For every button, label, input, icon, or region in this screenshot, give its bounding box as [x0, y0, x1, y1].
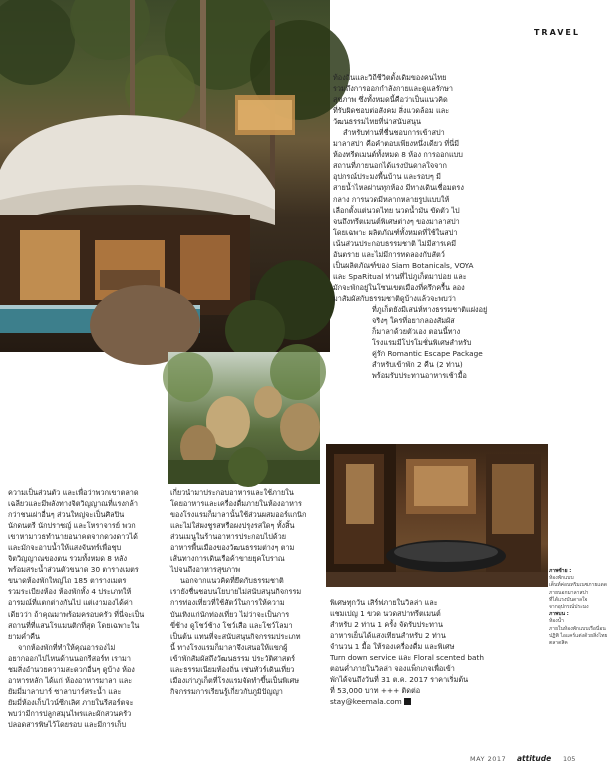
text-line: Turn down service และ Floral scented bath — [330, 653, 484, 663]
text-line: ขนาดห้องพักใหญ่ไถ 185 ตารางเมตร — [8, 576, 127, 586]
article-column-top-continued — [372, 304, 528, 381]
text-line: อาหารพื้นเมืองของวัฒนธรรมต่างๆ ตาม — [170, 543, 295, 553]
text-line: กลาง การนวดมีหลากหลายรูปแบบให้ — [333, 194, 450, 204]
text-line: และไม่ใส่ผงชูรสหรือผงปรุงรสใดๆ ทั้งสิ้น — [170, 521, 295, 531]
text-line: ที่ภูเก็ตยังมีเสน่ห์ทางธรรมชาติแฝงอยู่ — [372, 305, 488, 314]
text-line: ท้องถิ่นและวิถีชีวิตดั้งเดิมของคนไทย — [333, 73, 447, 82]
text-line: ยัมมี่มาลาบาร์ ซาลาบาร์สระน้ำ และ — [8, 686, 122, 696]
text-line: นี้ ทางโรงแรมก็มาลาจึงเสนอให้แขกผู้ — [170, 642, 288, 652]
text-line: ยามค่ำคืน — [8, 631, 41, 641]
huts-illustration — [168, 352, 320, 484]
text-line: อารมณ์ที่แตกต่างกันไป แต่เงามองได้ค่า — [8, 598, 133, 608]
caption-line: ที่ได้แรงบันดาลใจ — [549, 596, 588, 603]
text-line: ตอนค่ำภายในวิลล่า จองแพ็กเกจเพื่อเข้า — [330, 664, 455, 674]
text-line: สายน้ำไหลผ่านทุกห้อง มีทางเดินเชื่อมตรง — [333, 183, 464, 193]
text-line: บันเทิงแก่นักท่องเที่ยว ไม่ว่าจะเป็นการ — [170, 609, 290, 619]
text-line: อันตราย และไม่มีการทดลองกับสัตว์ — [333, 249, 445, 259]
text-line: เฉลียวและมีพลังทางจิตวิญญาณที่แรงกล้า — [8, 499, 138, 509]
text-line: สำหรับท่านที่ชื่นชอบการเข้าสปา — [343, 128, 445, 138]
text-line: โดยอาหารและเครื่องดื่มภายในห้องอาหาร — [170, 499, 302, 509]
text-line: ส่วนเมนูในร้านอาหารประกอบไปด้วย — [170, 532, 287, 542]
bathroom-illustration — [326, 444, 548, 587]
text-line: จิตวิญญาณของตน รวมทั้งหมด 8 หลัง — [8, 554, 128, 564]
text-line: ปลอดสารพิษไว้โดยรอบ และมีการเก็บ — [8, 719, 127, 729]
text-line: พักได้จนถึงวันที่ 31 ต.ค. 2017 ราคาเริ่มต้น — [330, 675, 469, 685]
caption-label-left: ภาพซ้าย : — [549, 568, 572, 574]
text-line: เข้าพักสัมผัสถึงวัฒนธรรม ประวัติศาสตร์ — [170, 653, 296, 663]
page-number: 105 — [563, 755, 576, 763]
text-line: จำนวน 1 มื้อ ให้รองเครื่องดื่ม และพิเศษ — [330, 642, 455, 652]
villa-illustration — [0, 0, 330, 352]
text-line: มาสัมผัสกับธรรมชาติดูบ้างแล้วจะพบว่า — [333, 293, 456, 303]
text-line: พร้อมสระน้ำส่วนตัวขนาด 30 ตารางเมตร — [8, 565, 139, 575]
text-line: เป็นต้น แทนที่จะสนับสนุนกิจกรรมประเภท — [170, 631, 301, 641]
issue-date: MAY 2017 — [470, 755, 507, 763]
text-line: สำหรับเข้าพัก 2 คืน (2 ท่าน) — [372, 360, 463, 370]
text-line: ของโรงแรมก็มาลานั้นใช้ส่วนผสมออร์แกนิก — [170, 510, 307, 520]
text-line: สถานที่ที่แสนโรแมนติกที่สุด โดยเฉพาะใน — [8, 620, 140, 630]
article-column-top — [333, 72, 528, 304]
text-line: คู่รัก Romantic Escape Package — [372, 349, 483, 359]
text-line: โรงแรมมีโปรโมชั่นพิเศษสำหรับ — [372, 338, 472, 348]
caption-label-top: ภาพบน : — [549, 611, 569, 618]
caption-line: ปฏิพิ ไอแคร์แต่งด้วยสิ่งไทย — [549, 632, 607, 639]
text-line: เน้นส่วนประกอบธรรมชาติ ไม่มีสารเคมี — [333, 238, 457, 248]
caption-line: จากอุปกรณ์ประมง — [549, 604, 589, 611]
text-line: ชมสิ่งอำนวยความสะดวกอื่นๆ ดูบ้าง ห้อง — [8, 664, 135, 674]
magazine-logo: attitude — [517, 754, 552, 763]
photo-captions — [549, 568, 607, 647]
text-line: เดียวว่า ถ้าคุณมาพร้อมครอบครัว ที่นี่จะเป็น — [8, 609, 145, 619]
text-line: กว่าชนเผ่าอื่นๆ ส่วนใหญ่จะเป็นศิลปิน — [8, 510, 125, 520]
text-line: อาหารเย็นได้แสงเทียนสำหรับ 2 ท่าน — [330, 631, 446, 641]
contact-email[interactable]: stay@keemala.com — [330, 697, 402, 707]
text-line: อยากออกไปไหนด้านนอกรีสอร์ท เรามา — [8, 653, 131, 663]
text-line: พิเศษทุกวัน เสิร์ฟภายในวิลล่า และ — [330, 598, 438, 607]
text-line: ขี่ช้าง ดูโชว์ช้าง โชว์เสือ และโชว์โลมา — [170, 620, 293, 630]
text-line: นักดนตรี นักปราชญ์ และโหราจารย์ พวก — [8, 521, 136, 531]
caption-line: ห้องน้ำ — [549, 618, 564, 625]
text-line: นอกจากแนวคิดที่ยึดกับธรรมชาติ — [180, 576, 284, 586]
text-line: สถานที่ภายนอกได้แรงบันดาลใจจาก — [333, 161, 447, 171]
villa-photo — [0, 0, 330, 352]
text-line: อุปกรณ์ประมงพื้นบ้าน และรอบๆ มี — [333, 172, 441, 182]
caption-line: ห้องพักแบบ — [549, 575, 574, 582]
text-line: จนถึงทรีตเมนต์พิเศษต่างๆ ของมาลาสปา — [333, 216, 460, 226]
text-line: สุขภาพ ซึ่งทั้งหมดนี้คือว่าเป็นแนวคิด — [333, 95, 448, 105]
bathroom-photo — [326, 444, 548, 587]
caption-line: ตลาดสิค — [549, 640, 568, 647]
article-column-left — [8, 487, 166, 730]
text-line: เรายังชื่นชอบนโยบายไม่สนับสนุนกิจกรรม — [170, 587, 302, 597]
text-line: เป็นผลิตภัณฑ์ของ Siam Botanicals, VOYA — [333, 260, 474, 270]
text-line: ที่ 53,000 บาท +++ ติดต่อ — [330, 686, 421, 696]
text-line: การท่องเที่ยวที่ใช้สัตว์ในการให้ความ — [170, 598, 285, 608]
text-line: โดยเฉพาะ ผลิตภัณฑ์ทั้งหมดที่ใช้ในสปา — [333, 227, 458, 237]
text-line: ความเป็นส่วนตัว และเพื่อว่าพวกเขาตลาด — [8, 488, 139, 497]
text-line: กิจกรรมการเรียนรู้เกี่ยวกับภูมิปัญญา — [170, 686, 283, 696]
text-line: จากห้องพักที่ทำให้คุณอารองไม่ — [18, 642, 116, 652]
page-footer — [0, 755, 600, 769]
text-line: เส้นทางการเดินเรือค้าขายยุคโบราณ — [170, 554, 285, 564]
text-line — [330, 696, 545, 707]
text-line: มักจะพักอยู่ในโซนเขตเมืองที่ครึกครื้น ลอง — [333, 282, 465, 292]
text-line: รวมถึงการออกกำลังกายและดูแลรักษา — [333, 84, 454, 94]
caption-line: ภายในห้องพักแบบเรือนี่อน — [549, 625, 606, 632]
text-line: และ SpaRitual ท่านที่ไปภูเก็ตมาบ่อย และ — [333, 271, 467, 281]
text-line: รวมระเบียงห้อง ห้องพักทั้ง 4 ประเภทให้ — [8, 587, 132, 597]
article-column-right — [330, 597, 545, 707]
text-line: เกี่ยวนำมาประกอบอาหารและใช้ภายใน — [170, 488, 294, 497]
text-line: วัฒนธรรมไทยที่น่าสนับสนุน — [333, 117, 421, 127]
text-line: เขาหามาวธทำนายอนาคตจากดวงดาวได้ — [8, 532, 138, 542]
caption-line: เต็นท์ค่อนทริมเนซภายแดด — [549, 582, 607, 589]
text-line: เมืองเก่าภูเก็ตที่โรงแรมจัดทำขึ้นเป็นพิเศษ — [170, 675, 300, 685]
text-line: สำหรับ 2 ท่าน 1 ครั้ง จัดรับประทาน — [330, 620, 443, 630]
text-line: มาลาสปา คือคำตอบเพียงหนึ่งเดียว ที่นี่มี — [333, 139, 460, 149]
huts-photo — [168, 352, 320, 484]
text-line: ที่รับผิดชอบต่อสังคม สิ่งแวดล้อม และ — [333, 106, 450, 116]
text-line: พร้อมรับประทานอาหารเช้ามื้อ — [372, 371, 467, 381]
section-masthead: TRAVEL — [533, 28, 580, 37]
text-line: อาหารหลัก ได้แก่ ห้องอาหารมาลา และ — [8, 675, 133, 685]
caption-line: ภายนอกมาลาสปา — [549, 589, 589, 596]
text-line: ก็มาลาด้วยตัวเอง ตอนนี้ทาง — [372, 327, 461, 337]
text-line: เลือกตั้งแต่นวดไทย นวดน้ำมัน ขัดตัว ไป — [333, 205, 460, 215]
text-line: และธรรมเนียมท้องถิ่น เช่นทัวร์เดินเที่ยว — [170, 664, 295, 674]
text-line: พบว่ามีการปลูกสมุนไพรและผักสวนครัว — [8, 708, 132, 718]
text-line: แชมเปญ 1 ขวด นวดสปาทรีตเมนต์ — [330, 609, 441, 619]
end-of-article-icon — [404, 698, 411, 705]
text-line: ห้องทรีตเมนต์ทั้งหมด 8 ห้อง การออกแบบ — [333, 150, 463, 160]
article-column-middle — [170, 487, 322, 697]
text-line: ยัมมี่ห้องเก็บไวน์ซีกเลิศ ภายในรีสอร์ตจะ — [8, 697, 134, 707]
text-line: และมักจะอาบน้ำให้แสงจันทร์เพื่อชุบ — [8, 543, 122, 553]
text-line: ไปจนถึงอาหารสุขภาพ — [170, 565, 241, 575]
text-line: จริงๆ ใครที่อยากลองสัมผัส — [372, 316, 455, 326]
